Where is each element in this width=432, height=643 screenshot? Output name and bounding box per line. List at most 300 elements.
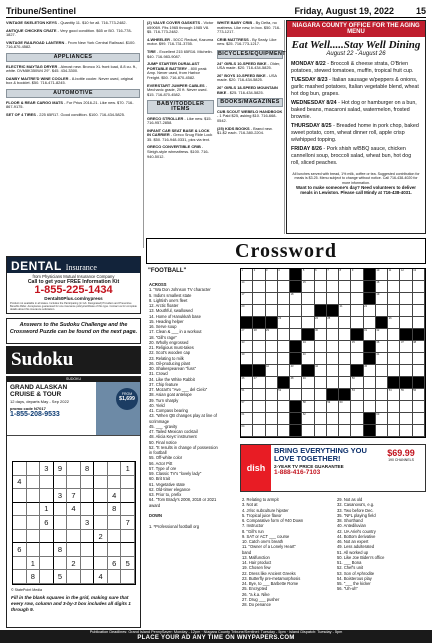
- crossword-cell[interactable]: 17: [241, 293, 253, 305]
- sudoku-cell[interactable]: [27, 489, 41, 503]
- sudoku-cell[interactable]: [54, 516, 68, 530]
- crossword-cell[interactable]: [327, 341, 339, 353]
- sudoku-cell[interactable]: [13, 516, 27, 530]
- crossword-cell[interactable]: 46: [241, 377, 253, 389]
- crossword-cell[interactable]: [339, 281, 351, 293]
- sudoku-cell[interactable]: [108, 516, 122, 530]
- sudoku-cell[interactable]: [121, 503, 135, 517]
- crossword-cell[interactable]: [278, 305, 290, 317]
- crossword-cell[interactable]: 39: [241, 353, 253, 365]
- crossword-cell[interactable]: [315, 341, 327, 353]
- crossword-clue: 60. Brit trait: [149, 476, 170, 482]
- crossword-cell[interactable]: [278, 293, 290, 305]
- classified-listing: [6, 65, 140, 74]
- sudoku-cell[interactable]: [40, 570, 54, 584]
- crossword-cell[interactable]: [278, 413, 290, 425]
- listing-details: - Mechanic grade, 20 ft. Never used. $15. 716-870-4582.: [147, 82, 208, 97]
- crossword-cell[interactable]: 34: [302, 341, 314, 353]
- crossword-cell[interactable]: 43: [290, 365, 302, 377]
- sudoku-cell[interactable]: 9: [54, 462, 68, 476]
- crossword-cell[interactable]: 29: [266, 329, 278, 341]
- sudoku-cell[interactable]: 5: [121, 557, 135, 571]
- sudoku-cell[interactable]: 7: [67, 489, 81, 503]
- crossword-cell[interactable]: [278, 353, 290, 365]
- sudoku-cell[interactable]: 2: [67, 557, 81, 571]
- sudoku-cell[interactable]: 1: [121, 462, 135, 476]
- sudoku-cell[interactable]: [67, 516, 81, 530]
- crossword-cell[interactable]: 42: [266, 365, 278, 377]
- crossword-cell[interactable]: [351, 413, 363, 425]
- crossword-cell[interactable]: 54: [388, 389, 400, 401]
- crossword-cell[interactable]: [290, 317, 302, 329]
- crossword-cell[interactable]: [388, 425, 400, 437]
- crossword-cell[interactable]: [339, 329, 351, 341]
- crossword-cell[interactable]: 56: [413, 389, 425, 401]
- crossword-cell[interactable]: [400, 305, 412, 317]
- sudoku-cell[interactable]: [81, 476, 95, 490]
- crossword-cell[interactable]: [253, 401, 265, 413]
- crossword-cell[interactable]: [351, 281, 363, 293]
- crossword-cell[interactable]: [400, 413, 412, 425]
- crossword-cell[interactable]: 3: [266, 269, 278, 281]
- crossword-cell[interactable]: [351, 293, 363, 305]
- crossword-cell[interactable]: [266, 377, 278, 389]
- sudoku-cell[interactable]: [40, 543, 54, 557]
- crossword-cell[interactable]: [413, 305, 425, 317]
- sudoku-cell[interactable]: [94, 557, 108, 571]
- crossword-down-clues-2: [337, 497, 427, 592]
- sudoku-cell[interactable]: [121, 489, 135, 503]
- classified-listing: [6, 41, 140, 50]
- sudoku-cell[interactable]: [121, 530, 135, 544]
- sudoku-cell[interactable]: [121, 570, 135, 584]
- crossword-cell[interactable]: [253, 389, 265, 401]
- sudoku-cell[interactable]: [27, 516, 41, 530]
- page-header: [6, 4, 426, 18]
- sudoku-cell[interactable]: 3: [54, 489, 68, 503]
- sudoku-cell[interactable]: [94, 476, 108, 490]
- sudoku-cell[interactable]: [27, 530, 41, 544]
- classified-listing: [147, 145, 214, 159]
- crossword-cell[interactable]: [315, 401, 327, 413]
- sudoku-cell[interactable]: 8: [54, 543, 68, 557]
- crossword-cell[interactable]: [278, 281, 290, 293]
- crossword-cell[interactable]: [315, 281, 327, 293]
- dental-phone[interactable]: 1-855-225-1434: [34, 284, 113, 296]
- sudoku-cell[interactable]: 6: [40, 516, 54, 530]
- crossword-cell[interactable]: 2: [253, 269, 265, 281]
- crossword-cell[interactable]: 30: [315, 329, 327, 341]
- crossword-cell[interactable]: [364, 317, 376, 329]
- sudoku-cell[interactable]: [94, 489, 108, 503]
- crossword-cell[interactable]: [253, 341, 265, 353]
- crossword-cell[interactable]: [278, 365, 290, 377]
- crossword-cell[interactable]: 20: [241, 305, 253, 317]
- crossword-cell[interactable]: [400, 365, 412, 377]
- dish-ad[interactable]: [240, 444, 426, 492]
- crossword-cell[interactable]: [253, 305, 265, 317]
- crossword-cell: [302, 329, 314, 341]
- cruise-promo: promo code N7017: [10, 406, 46, 411]
- sudoku-cell[interactable]: 5: [54, 570, 68, 584]
- crossword-cell[interactable]: [266, 425, 278, 437]
- crossword-clue: 45. ___ -gravity: [149, 423, 178, 429]
- crossword-cell[interactable]: [266, 413, 278, 425]
- sudoku-cell[interactable]: 6: [13, 543, 27, 557]
- sudoku-cell[interactable]: [81, 543, 95, 557]
- crossword-cell[interactable]: 44: [315, 365, 327, 377]
- sudoku-cell[interactable]: [81, 489, 95, 503]
- crossword-cell[interactable]: [388, 329, 400, 341]
- crossword-cell[interactable]: [351, 401, 363, 413]
- crossword-cell[interactable]: [290, 389, 302, 401]
- crossword-cell[interactable]: 58: [302, 401, 314, 413]
- crossword-cell[interactable]: [266, 341, 278, 353]
- sudoku-cell[interactable]: 1: [40, 503, 54, 517]
- crossword-cell[interactable]: 28: [253, 329, 265, 341]
- sudoku-cell[interactable]: [40, 557, 54, 571]
- classified-listing: [147, 117, 214, 126]
- sudoku-cell[interactable]: [67, 462, 81, 476]
- crossword-cell[interactable]: 41: [376, 353, 388, 365]
- sudoku-cell[interactable]: [121, 543, 135, 557]
- crossword-cell[interactable]: 61: [241, 413, 253, 425]
- crossword-cell[interactable]: 18: [290, 293, 302, 305]
- sudoku-cell[interactable]: [40, 530, 54, 544]
- crossword-cell[interactable]: 62: [302, 413, 314, 425]
- dish-phone[interactable]: 1-888-416-7103: [274, 469, 321, 476]
- crossword-cell[interactable]: [376, 377, 388, 389]
- crossword-cell[interactable]: [388, 365, 400, 377]
- crossword-cell[interactable]: [278, 341, 290, 353]
- sudoku-cell[interactable]: 7: [121, 516, 135, 530]
- crossword-cell[interactable]: 37: [400, 341, 412, 353]
- crossword-cell[interactable]: [339, 341, 351, 353]
- crossword-cell[interactable]: [339, 413, 351, 425]
- crossword-cell[interactable]: 11: [388, 269, 400, 281]
- sudoku-cell[interactable]: [54, 476, 68, 490]
- crossword-cell[interactable]: [266, 401, 278, 413]
- crossword-cell[interactable]: 25: [327, 317, 339, 329]
- sudoku-cell[interactable]: [54, 503, 68, 517]
- crossword-cell[interactable]: 57: [241, 401, 253, 413]
- crossword-cell: [400, 329, 412, 341]
- crossword-cell[interactable]: [376, 305, 388, 317]
- crossword-cell[interactable]: [351, 305, 363, 317]
- crossword-cell[interactable]: [388, 281, 400, 293]
- crossword-cell[interactable]: 60: [339, 401, 351, 413]
- crossword-cell[interactable]: [302, 389, 314, 401]
- sudoku-cell[interactable]: [81, 557, 95, 571]
- cruise-ad[interactable]: [7, 382, 140, 436]
- crossword-cell[interactable]: 24: [315, 317, 327, 329]
- sudoku-cell[interactable]: [81, 503, 95, 517]
- crossword-cell[interactable]: 32: [376, 329, 388, 341]
- sudoku-cell[interactable]: [108, 476, 122, 490]
- sudoku-cell[interactable]: [108, 570, 122, 584]
- crossword-cell[interactable]: [339, 353, 351, 365]
- crossword-cell[interactable]: [302, 305, 314, 317]
- crossword-cell[interactable]: [253, 293, 265, 305]
- classified-listing: [217, 38, 283, 47]
- crossword-cell[interactable]: [400, 293, 412, 305]
- crossword-cell: [290, 353, 302, 365]
- crossword-cell[interactable]: 6: [315, 269, 327, 281]
- page-footer: [0, 630, 432, 643]
- crossword-clue: 4. Jr/sc subculture hipster: [242, 507, 289, 513]
- sudoku-cell[interactable]: [94, 516, 108, 530]
- listing-title: (25) KIDS BOOKS: [217, 125, 250, 131]
- crossword-cell: [376, 317, 388, 329]
- crossword-cell[interactable]: [339, 377, 351, 389]
- crossword-cell[interactable]: 55: [400, 389, 412, 401]
- crossword-cell[interactable]: 22: [364, 305, 376, 317]
- sudoku-cell[interactable]: [54, 557, 68, 571]
- crossword-cell[interactable]: [413, 353, 425, 365]
- crossword-cell[interactable]: [327, 365, 339, 377]
- crossword-cell[interactable]: [278, 425, 290, 437]
- crossword-cell[interactable]: [278, 329, 290, 341]
- crossword-clue: 53. Son of Aphrodite: [337, 570, 375, 576]
- crossword-cell[interactable]: 47: [253, 377, 265, 389]
- sudoku-cell[interactable]: [94, 462, 108, 476]
- crossword-cell[interactable]: [339, 425, 351, 437]
- crossword-cell[interactable]: [400, 281, 412, 293]
- crossword-cell[interactable]: 49: [302, 377, 314, 389]
- crossword-cell[interactable]: [413, 365, 425, 377]
- sudoku-cell[interactable]: 1: [27, 557, 41, 571]
- listing-details: - 50CC Redcat, Kazuma motor. $99. 716-731-3755.: [147, 36, 214, 47]
- crossword-cell[interactable]: [376, 401, 388, 413]
- crossword-cell[interactable]: [339, 365, 351, 377]
- crossword-cell[interactable]: 35: [351, 341, 363, 353]
- crossword-cell[interactable]: 50: [351, 377, 363, 389]
- crossword-cell[interactable]: [302, 425, 314, 437]
- crossword-cell[interactable]: [327, 413, 339, 425]
- sudoku-cell[interactable]: [13, 489, 27, 503]
- crossword-cell[interactable]: 14: [241, 281, 253, 293]
- crossword-cell[interactable]: [388, 305, 400, 317]
- crossword-cell[interactable]: [278, 401, 290, 413]
- sudoku-grid: [12, 461, 136, 585]
- crossword-cell[interactable]: 27: [241, 329, 253, 341]
- crossword-cell[interactable]: 15: [302, 281, 314, 293]
- dental-insurance-ad[interactable]: [6, 256, 141, 314]
- crossword-cell[interactable]: [388, 293, 400, 305]
- place-ad-cta[interactable]: PLACE YOUR AD ANY TIME ON WNYPAPERS.COM: [137, 635, 295, 641]
- crossword-cell[interactable]: [388, 401, 400, 413]
- sudoku-cell[interactable]: [13, 503, 27, 517]
- sudoku-cell[interactable]: [13, 557, 27, 571]
- sudoku-cell[interactable]: [13, 570, 27, 584]
- sudoku-cell[interactable]: [108, 462, 122, 476]
- crossword-clue: 56. Actor Pitt: [149, 460, 173, 466]
- crossword-cell[interactable]: [339, 317, 351, 329]
- crossword-cell[interactable]: 10: [376, 269, 388, 281]
- crossword-cell[interactable]: [388, 413, 400, 425]
- crossword-cell[interactable]: [253, 413, 265, 425]
- crossword-cell[interactable]: [413, 293, 425, 305]
- sudoku-cell[interactable]: [27, 462, 41, 476]
- crossword-cell[interactable]: [376, 425, 388, 437]
- crossword-cell[interactable]: 23: [278, 317, 290, 329]
- crossword-cell[interactable]: 13: [413, 269, 425, 281]
- crossword-cell[interactable]: [413, 281, 425, 293]
- crossword-cell[interactable]: 36: [376, 341, 388, 353]
- dental-site[interactable]: Dental50Plus.com/nypress: [44, 296, 103, 301]
- sudoku-cell[interactable]: [67, 530, 81, 544]
- crossword-cell: [278, 377, 290, 389]
- sudoku-cell[interactable]: [67, 570, 81, 584]
- cruise-phone[interactable]: 1-855-208-9533: [10, 411, 60, 418]
- sudoku-instructions: Fill in the blank squares in the grid, making sure that every row, column and 3-by-3 box includes all digits 1 through 9.: [11, 595, 131, 612]
- sudoku-cell[interactable]: [54, 530, 68, 544]
- sudoku-cell[interactable]: [108, 543, 122, 557]
- crossword-cell[interactable]: [327, 329, 339, 341]
- crossword-cell[interactable]: [327, 281, 339, 293]
- sudoku-cell[interactable]: 4: [108, 489, 122, 503]
- cruise-price-badge: [116, 388, 138, 410]
- sudoku-cell[interactable]: 3: [81, 516, 95, 530]
- crossword-cell[interactable]: 45: [364, 365, 376, 377]
- crossword-cell[interactable]: 38: [413, 341, 425, 353]
- crossword-cell[interactable]: 40: [302, 353, 314, 365]
- crossword-cell[interactable]: [400, 401, 412, 413]
- sudoku-cell[interactable]: 4: [13, 476, 27, 490]
- crossword-cell[interactable]: 59: [327, 401, 339, 413]
- dish-logo: dish: [241, 445, 271, 491]
- crossword-cell[interactable]: [315, 353, 327, 365]
- crossword-cell[interactable]: [351, 353, 363, 365]
- crossword-cell[interactable]: [315, 425, 327, 437]
- crossword-cell[interactable]: 48: [290, 377, 302, 389]
- crossword-cell[interactable]: [400, 353, 412, 365]
- crossword-cell[interactable]: 16: [376, 281, 388, 293]
- sudoku-cell[interactable]: [40, 489, 54, 503]
- menu-day: [291, 61, 421, 75]
- crossword-cell[interactable]: [315, 377, 327, 389]
- crossword-cell[interactable]: 1: [241, 269, 253, 281]
- crossword-cell[interactable]: [302, 317, 314, 329]
- sudoku-cell[interactable]: [108, 530, 122, 544]
- crossword-cell[interactable]: [266, 353, 278, 365]
- crossword-cell[interactable]: 31: [364, 329, 376, 341]
- sudoku-cell[interactable]: [121, 476, 135, 490]
- crossword-cell[interactable]: [315, 389, 327, 401]
- sudoku-cell[interactable]: [81, 530, 95, 544]
- sudoku-cell[interactable]: 2: [94, 530, 108, 544]
- sudoku-cell[interactable]: 8: [108, 503, 122, 517]
- crossword-cell[interactable]: 7: [327, 269, 339, 281]
- crossword-cell[interactable]: [290, 305, 302, 317]
- crossword-cell[interactable]: [364, 377, 376, 389]
- crossword-cell[interactable]: 63: [376, 413, 388, 425]
- crossword-clue: 39. Turn sharply: [149, 397, 179, 403]
- crossword-cell[interactable]: [290, 329, 302, 341]
- sudoku-cell[interactable]: [27, 476, 41, 490]
- crossword-cell[interactable]: 4: [278, 269, 290, 281]
- crossword-cell[interactable]: [339, 293, 351, 305]
- crossword-cell[interactable]: [413, 401, 425, 413]
- sudoku-cell[interactable]: [13, 462, 27, 476]
- crossword-cell[interactable]: [364, 401, 376, 413]
- crossword-cell[interactable]: [376, 365, 388, 377]
- crossword-cell: [364, 281, 376, 293]
- sudoku-cell[interactable]: [81, 570, 95, 584]
- classified-column-1: [6, 21, 140, 120]
- crossword-cell[interactable]: 8: [339, 269, 351, 281]
- sudoku-cell[interactable]: 6: [108, 557, 122, 571]
- sudoku-cell[interactable]: [67, 476, 81, 490]
- crossword-cell[interactable]: [413, 413, 425, 425]
- sudoku-cell[interactable]: 8: [81, 462, 95, 476]
- crossword-cell[interactable]: 52: [278, 389, 290, 401]
- crossword-cell[interactable]: [376, 389, 388, 401]
- crossword-cell[interactable]: [351, 425, 363, 437]
- crossword-cell[interactable]: [315, 293, 327, 305]
- crossword-cell[interactable]: 26: [388, 317, 400, 329]
- crossword-cell[interactable]: [413, 317, 425, 329]
- crossword-cell[interactable]: [400, 425, 412, 437]
- crossword-cell[interactable]: 53: [351, 389, 363, 401]
- crossword-cell[interactable]: [327, 425, 339, 437]
- crossword-cell[interactable]: 21: [339, 305, 351, 317]
- crossword-cell[interactable]: 5: [302, 269, 314, 281]
- sudoku-cell[interactable]: [27, 543, 41, 557]
- crossword-cell[interactable]: [315, 413, 327, 425]
- crossword-cell[interactable]: 33: [241, 341, 253, 353]
- crossword-cell[interactable]: [388, 353, 400, 365]
- sudoku-cell[interactable]: [67, 543, 81, 557]
- crossword-cell[interactable]: [266, 305, 278, 317]
- crossword-cell[interactable]: [253, 425, 265, 437]
- crossword-cell[interactable]: [253, 353, 265, 365]
- crossword-cell[interactable]: 19: [376, 293, 388, 305]
- crossword-cell[interactable]: [327, 353, 339, 365]
- sudoku-cell[interactable]: 8: [27, 570, 41, 584]
- sudoku-cell[interactable]: 4: [67, 503, 81, 517]
- crossword-cell[interactable]: 12: [400, 269, 412, 281]
- sudoku-cell[interactable]: [94, 503, 108, 517]
- crossword-cell[interactable]: [413, 425, 425, 437]
- crossword-cell[interactable]: 9: [351, 269, 363, 281]
- crossword-cell[interactable]: [253, 281, 265, 293]
- crossword-cell: [351, 329, 363, 341]
- crossword-cell[interactable]: [266, 281, 278, 293]
- crossword-cell[interactable]: [351, 317, 363, 329]
- crossword-cell[interactable]: [302, 293, 314, 305]
- crossword-cell[interactable]: [388, 341, 400, 353]
- sudoku-cell[interactable]: [40, 476, 54, 490]
- sudoku-cell[interactable]: [94, 543, 108, 557]
- crossword-cell[interactable]: [327, 377, 339, 389]
- crossword-cell[interactable]: [266, 389, 278, 401]
- crossword-cell[interactable]: [266, 293, 278, 305]
- classified-listing: [6, 77, 140, 86]
- sudoku-cell[interactable]: 3: [40, 462, 54, 476]
- crossword-clue: 7. Instructor: [242, 523, 264, 529]
- sudoku-cell[interactable]: [13, 530, 27, 544]
- crossword-cell[interactable]: [364, 389, 376, 401]
- crossword-cell[interactable]: 51: [241, 389, 253, 401]
- crossword-cell[interactable]: [400, 317, 412, 329]
- listing-details: - Excellent 215 65R16. Michelin. $40. 716-983-9087.: [147, 48, 213, 59]
- crossword-cell[interactable]: 64: [241, 425, 253, 437]
- crossword-cell[interactable]: [327, 293, 339, 305]
- sudoku-cell[interactable]: [27, 503, 41, 517]
- cruise-from: FROM: [121, 392, 133, 396]
- sudoku-cell[interactable]: 4: [94, 570, 108, 584]
